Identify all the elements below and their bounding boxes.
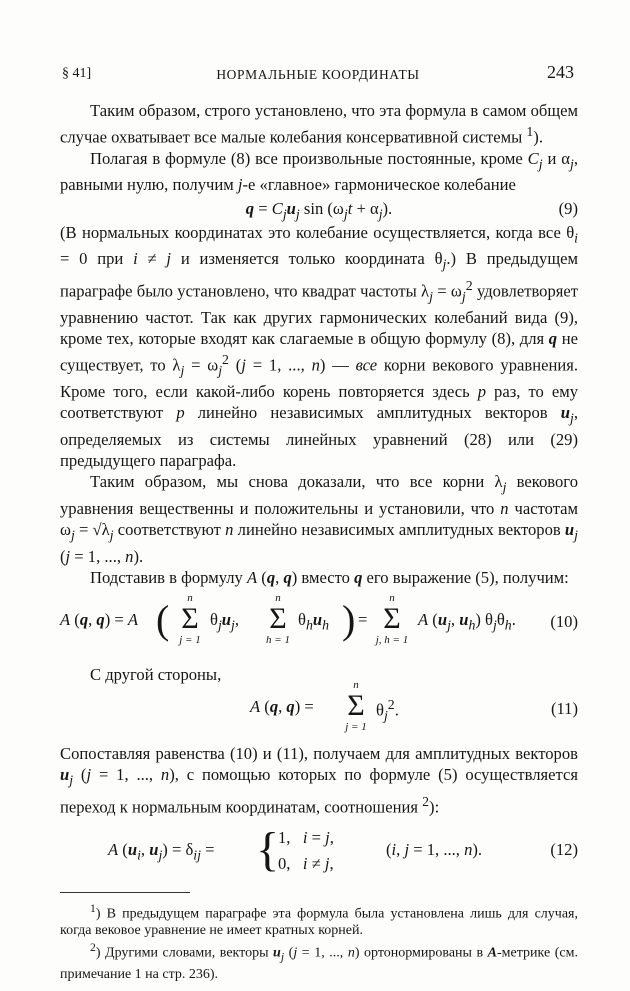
paragraph-1: Таким образом, строго установлено, что эта формула в самом общем случае охватывает все малые колебания консервативной системы $^1$).: [60, 101, 578, 147]
sum-sign-3: n Σ j, h = 1: [375, 591, 409, 646]
running-title: НОРМАЛЬНЫЕ КООРДИНАТЫ: [216, 67, 420, 82]
equation-10-lhs: A (q, q) = A: [60, 609, 139, 629]
sum-sign-1: n Σ j = 1: [179, 591, 201, 646]
equation-12-lhs: A ($u_i$, $u_j) = \delta_{ij}$ =: [108, 839, 215, 862]
equals-sign: =: [358, 609, 368, 629]
page-body: [60, 100, 578, 983]
equation-10-term-1: $\theta_ju_j$,: [210, 609, 240, 633]
equation-12-range: (i, j = 1, ..., n).: [386, 839, 483, 859]
paragraph-5: Подставив в формулу A (q, q) вместо q его выражение (5), получим:: [90, 567, 569, 587]
equation-10-rhs: A ($u_j$, $u_h$) $\theta_j\theta_h$.: [418, 609, 516, 633]
paragraph-6: С другой стороны,: [90, 664, 222, 684]
equation-10-number: (10): [550, 611, 578, 631]
equation-9-body: $q = C_ju_j$ $\sin (\omega_jt + \alpha_j)$.: [245, 198, 393, 221]
equation-11-number: (11): [550, 699, 578, 719]
running-header: [62, 62, 574, 86]
page-number: 243: [547, 62, 574, 82]
equation-11-lhs: A (q, q) =: [250, 697, 314, 717]
footnote-rule: [60, 892, 190, 893]
equation-10: [60, 592, 578, 658]
equation-9: [60, 197, 578, 221]
brace: {: [256, 822, 280, 876]
footnote-2: $^2$) Другими словами, векторы $u_j$ (j = 1, ..., n) ортонормированы в A-метрике (см. примечание 1 на стр. 236).: [60, 941, 578, 982]
sum-sign-2: n Σ h = 1: [266, 591, 290, 646]
case-1: 1, i = j,: [278, 827, 334, 847]
equation-10-term-2: $\theta_hu_h$: [298, 609, 330, 633]
equation-12: [60, 824, 578, 882]
section-marker: § 41]: [62, 66, 92, 81]
equation-9-number: (9): [558, 198, 578, 218]
paragraph-4: Таким образом, мы снова доказали, что все корни $\lambda_j$ векового уравнения вещественны и положительны и установили, что n частотам $\omega_j = √\lambda_j$ соответствуют n линейно независимых амплитудных векторов $u_j$ (j = 1, ..., n).: [60, 472, 579, 566]
equation-12-number: (12): [550, 839, 578, 859]
paren-open: (: [156, 596, 170, 642]
sum-sign-4: n Σ j = 1: [345, 679, 367, 734]
equation-11: [60, 679, 578, 737]
paragraph-3: (В нормальных координатах это колебание осуществляется, когда все $\theta_i = 0$ при i ≠ j и изменяется только координата $\theta_j$.) В предыдущем параграфе было установлено, что квадрат частоты $\lambda_j = \omega_j^2$ удовлетворяет уравнению частот. Так как других гармонических колебаний вида (9), кроме тех, которые входят как слагаемые в общую формулу (8), для q не существует, то $\lambda_j = \omega_j^2$ (j = 1, ..., n) — все корни векового уравнения. Кроме того, если какой-либо корень повторяется здесь p раз, то ему соответствуют p линейно независимых амплитудных векторов $u_j$, определяемых из системы линейных уравнений (28) или (29) предыдущего параграфа.: [60, 222, 579, 471]
paragraph-2: Полагая в формуле (8) все произвольные постоянные, кроме $C_j$ и $\alpha_j$, равными нулю, получим j-е «главное» гармоническое колебание: [60, 148, 578, 195]
paren-close: ): [342, 596, 356, 642]
paragraph-7: Сопоставляя равенства (10) и (11), получаем для амплитудных векторов $u_j$ (j = 1, ..., n), с помощью которых по формуле (5) осуществляется переход к нормальным координатам, соотношения $^2$):: [60, 744, 578, 817]
footnote-1: $^1$) В предыдущем параграфе эта формула была установлена лишь для случая, когда вековое уравнение не имеет кратных корней.: [60, 901, 578, 939]
equation-11-rhs: $\theta_j^2$.: [376, 697, 399, 723]
case-2: 0, i ≠ j,: [278, 853, 334, 873]
